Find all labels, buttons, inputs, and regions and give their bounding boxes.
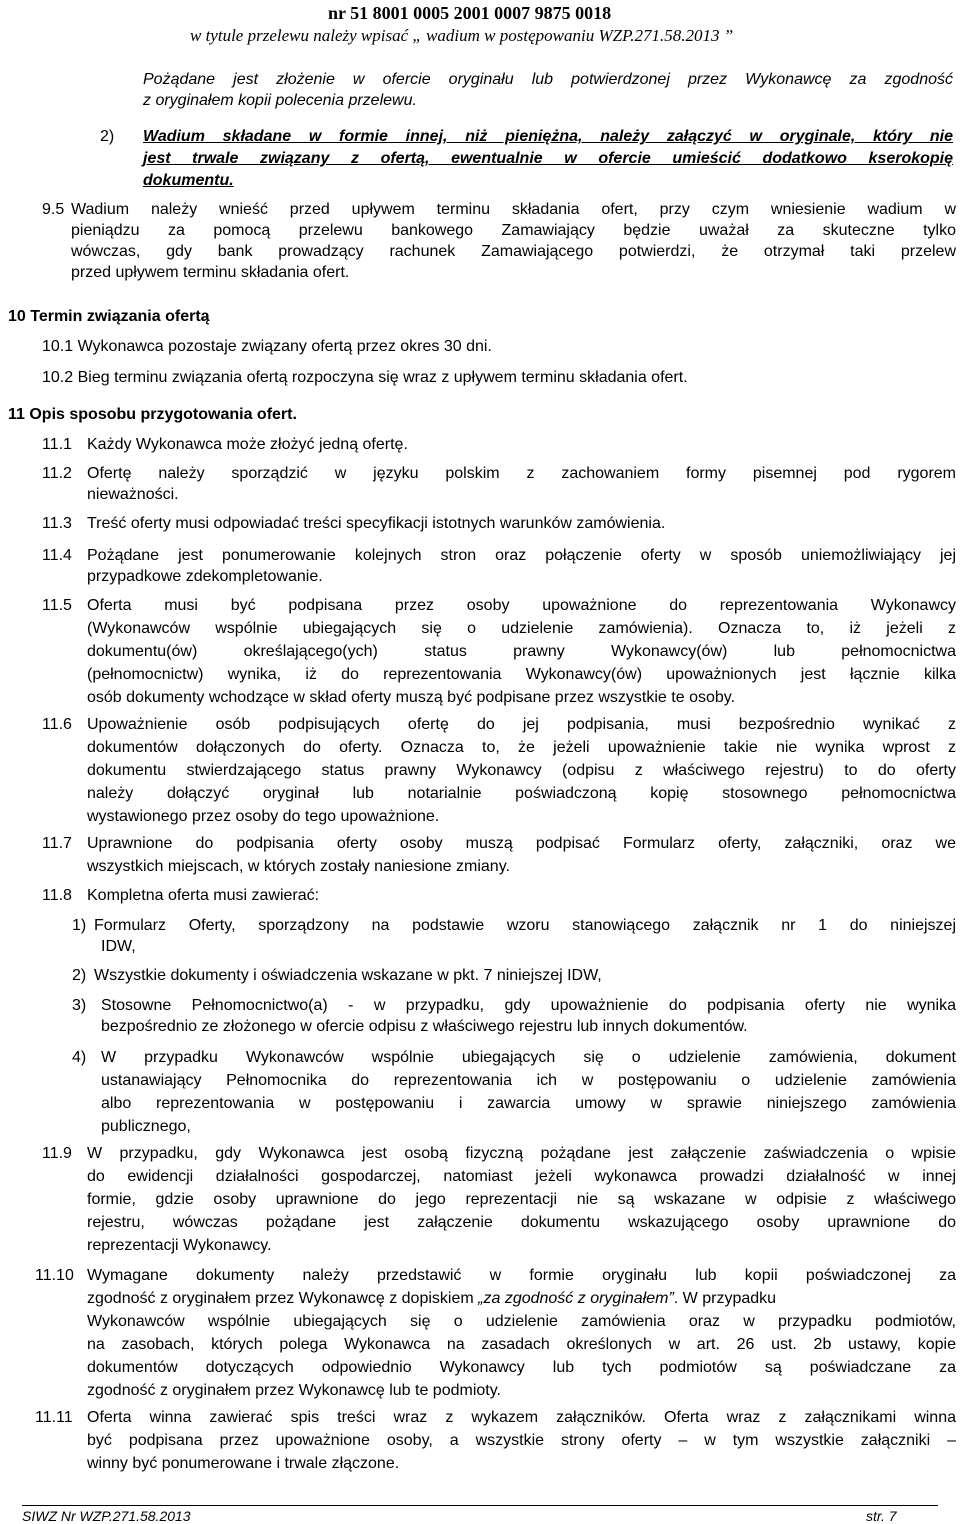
paragraph-line: dokumentu stwierdzającego status prawny Wykonawcy (odpisu z właściwego rejestru) to do oferty	[87, 762, 956, 779]
paragraph-line: reprezentacji Wykonawcy.	[87, 1237, 272, 1254]
paragraph-line: Wymagane dokumenty należy przedstawić w formie oryginału lub kopii poświadczonej za	[87, 1267, 956, 1284]
paragraph-line: wówczas, gdy bank prowadzący rachunek Zamawiającego potwierdzi, że otrzymał taki przelew	[71, 243, 956, 260]
subitem-line: albo reprezentowania w postępowaniu i zawarcia umowy w sprawie niniejszego zamówienia	[101, 1095, 956, 1112]
paragraph-line: Wykonawców wspólnie ubiegających się o udzielenie zamówienia oraz w przypadku podmiotów,	[87, 1313, 956, 1330]
paragraph-line: na zasobach, których polega Wykonawca na zasadach określonych w art. 26 ust. 2b ustawy, kopie	[87, 1336, 956, 1353]
item-number: 11.10	[35, 1267, 74, 1284]
paragraph-line: (Wykonawców wspólnie ubiegających się o udzielenie zamówienia). Oznacza to, iż jeżeli z	[87, 620, 956, 637]
paragraph-fragment: zgodność z oryginałem przez Wykonawcę z dopiskiem	[87, 1290, 479, 1307]
paragraph-line: Ofertę należy sporządzić w języku polskim z zachowaniem formy pisemnej pod rygorem	[87, 465, 956, 482]
subitem-number: 3)	[72, 997, 87, 1014]
list-item	[42, 367, 688, 388]
item-number: 11.2	[42, 465, 72, 482]
paragraph-line: wystawionego przez osoby do tego upoważnione.	[87, 808, 440, 825]
paragraph-fragment: . W przypadku	[673, 1290, 777, 1307]
point2-line: Wadium składane w formie innej, niż pieniężna, należy załączyć w oryginale, który nie	[143, 128, 953, 145]
paragraph-line: przypadkowe zdekompletowanie.	[87, 568, 323, 585]
item-number: 11.5	[42, 597, 72, 614]
section-heading: 11 Opis sposobu przygotowania ofert.	[8, 406, 297, 423]
item-number: 10.2	[42, 369, 74, 386]
item-text: Bieg terminu związania ofertą rozpoczyna się wraz z upływem terminu składania ofert.	[77, 369, 688, 386]
subitem-line: bezpośrednio ze złożonego w ofercie odpisu z właściwego rejestru lub innych dokumentów.	[101, 1018, 748, 1035]
paragraph-line: nieważności.	[87, 486, 179, 503]
intro-line: Pożądane jest złożenie w ofercie oryginału lub potwierdzonej przez Wykonawcę za zgodność	[143, 71, 953, 88]
paragraph-line: dokumentów dotyczących odpowiednio Wykonawcy lub tych podmiotów są poświadczane za	[87, 1359, 956, 1376]
intro-line: z oryginałem kopii polecenia przelewu.	[143, 92, 417, 109]
item-text: Wykonawca pozostaje związany ofertą przez okres 30 dni.	[77, 338, 492, 355]
item-number: 10.1	[42, 338, 74, 355]
footer-divider	[22, 1505, 938, 1506]
section-heading: 10 Termin związania ofertą	[8, 308, 210, 325]
paragraph-line: wszystkich miejscach, w których zostały naniesione zmiany.	[87, 858, 510, 875]
transfer-title-prefix: w tytule przelewu należy wpisać	[190, 26, 413, 45]
subitem-line: Formularz Oferty, sporządzony na podstawie wzoru stanowiącego załącznik nr 1 do niniejszej	[94, 917, 956, 934]
list-item	[42, 336, 492, 357]
subitem-line: IDW,	[101, 938, 136, 955]
item-number: 11.11	[35, 1409, 73, 1426]
item-number: 11.9	[42, 1145, 72, 1162]
subitem-line: W przypadku Wykonawców wspólnie ubiegających się o udzielenie zamówienia, dokument	[101, 1049, 956, 1066]
subitem-line: publicznego,	[101, 1118, 191, 1135]
transfer-title-note	[190, 26, 733, 46]
paragraph-line: W przypadku, gdy Wykonawca jest osobą fizyczną pożądane jest załączenie zaświadczenia o wpisie	[87, 1145, 956, 1162]
paragraph-line: rejestru, wówczas pożądane jest załączenie dokumentu wskazującego osoby uprawnione do	[87, 1214, 956, 1231]
quoted-annotation: „za zgodność z oryginałem”	[478, 1290, 674, 1307]
paragraph-line: Oferta winna zawierać spis treści wraz z wykazem załączników. Oferta wraz z załącznikami winna	[87, 1409, 956, 1426]
paragraph-line: dokumentu(ów) określającego(ych) status prawny Wykonawcy(ów) lub pełnomocnictwa	[87, 643, 956, 660]
paragraph-line: dokumentów dołączonych do oferty. Oznacza to, że jeżeli upoważnienie takie nie wynika wprost z	[87, 739, 956, 756]
transfer-title-value: „ wadium w postępowaniu WZP.271.58.2013 ”	[412, 26, 734, 45]
paragraph-line: przed upływem terminu składania ofert.	[71, 264, 350, 281]
paragraph-line: Upoważnienie osób podpisujących ofertę do jej podpisania, musi bezpośrednio wynikać z	[87, 716, 956, 733]
subitem-line: Stosowne Pełnomocnictwo(a) - w przypadku, gdy upoważnienie do podpisania oferty nie wynika	[101, 997, 956, 1014]
paragraph-line: Wadium należy wnieść przed upływem terminu składania ofert, przy czym wniesienie wadium w	[71, 201, 956, 218]
paragraph-line: Każdy Wykonawca może złożyć jedną ofertę.	[87, 436, 408, 453]
paragraph-line: winny być ponumerowane i trwale złączone.	[87, 1455, 400, 1472]
paragraph-line: należy dołączyć oryginał lub notarialnie poświadczoną kopię stosownego pełnomocnictwa	[87, 785, 956, 802]
subitem-number: 2)	[72, 967, 87, 984]
section-number: 9.5	[42, 201, 65, 218]
point2-line: jest trwale związany z ofertą, ewentualnie w ofercie umieścić dodatkowo kserokopię	[143, 150, 953, 167]
subitem-line: ustanawiający Pełnomocnika do reprezentowania ich w postępowaniu o udzielenie zamówienia	[101, 1072, 956, 1089]
paragraph-line: być podpisana przez upoważnione osoby, a wszystkie strony oferty – w tym wszystkie załączniki –	[87, 1432, 956, 1449]
item-number: 11.1	[42, 436, 72, 453]
subitem-number: 4)	[72, 1049, 87, 1066]
item-number: 11.7	[42, 835, 72, 852]
bank-account-number: nr 51 8001 0005 2001 0007 9875 0018	[328, 3, 612, 23]
paragraph-line: pieniądzu za pomocą przelewu bankowego Zamawiający będzie uważał za skuteczne tylko	[71, 222, 956, 239]
footer-page-number: str. 7	[866, 1508, 897, 1524]
item-number: 11.3	[42, 515, 72, 532]
subitem-line: Wszystkie dokumenty i oświadczenia wskazane w pkt. 7 niniejszej IDW,	[94, 967, 602, 984]
paragraph-line: Oferta musi być podpisana przez osoby upoważnione do reprezentowania Wykonawcy	[87, 597, 956, 614]
paragraph-line: Kompletna oferta musi zawierać:	[87, 887, 320, 904]
point-number: 2)	[100, 128, 115, 145]
paragraph-line: Treść oferty musi odpowiadać treści specyfikacji istotnych warunków zamówienia.	[87, 515, 666, 532]
paragraph-line: do ewidencji działalności gospodarczej, natomiast jeżeli wykonawca prowadzi działalność w innej	[87, 1168, 956, 1185]
paragraph-line: Pożądane jest ponumerowanie kolejnych stron oraz połączenie oferty w sposób uniemożliwiający jej	[87, 547, 956, 564]
subitem-number: 1)	[72, 917, 87, 934]
paragraph-line: zgodność z oryginałem przez Wykonawcę lub te podmioty.	[87, 1382, 501, 1399]
item-number: 11.4	[42, 547, 72, 564]
paragraph-line: Uprawnione do podpisania oferty osoby muszą podpisać Formularz oferty, załączniki, oraz we	[87, 835, 956, 852]
item-number: 11.6	[42, 716, 72, 733]
item-number: 11.8	[42, 887, 72, 904]
footer-document-id: SIWZ Nr WZP.271.58.2013	[22, 1508, 191, 1524]
paragraph-line: osób dokumenty wchodzące w skład oferty muszą być podpisane przez wszystkie te osoby.	[87, 689, 736, 706]
paragraph-line: (pełnomocnictw) wynika, iż do reprezentowania Wykonawcy(ów) upoważnionych jest łącznie kilka	[87, 666, 956, 683]
paragraph-line	[87, 1288, 776, 1309]
point2-line: dokumentu.	[143, 172, 234, 189]
paragraph-line: formie, gdzie osoby uprawnione do jego reprezentacji nie są wskazane w odpisie z właściwego	[87, 1191, 956, 1208]
